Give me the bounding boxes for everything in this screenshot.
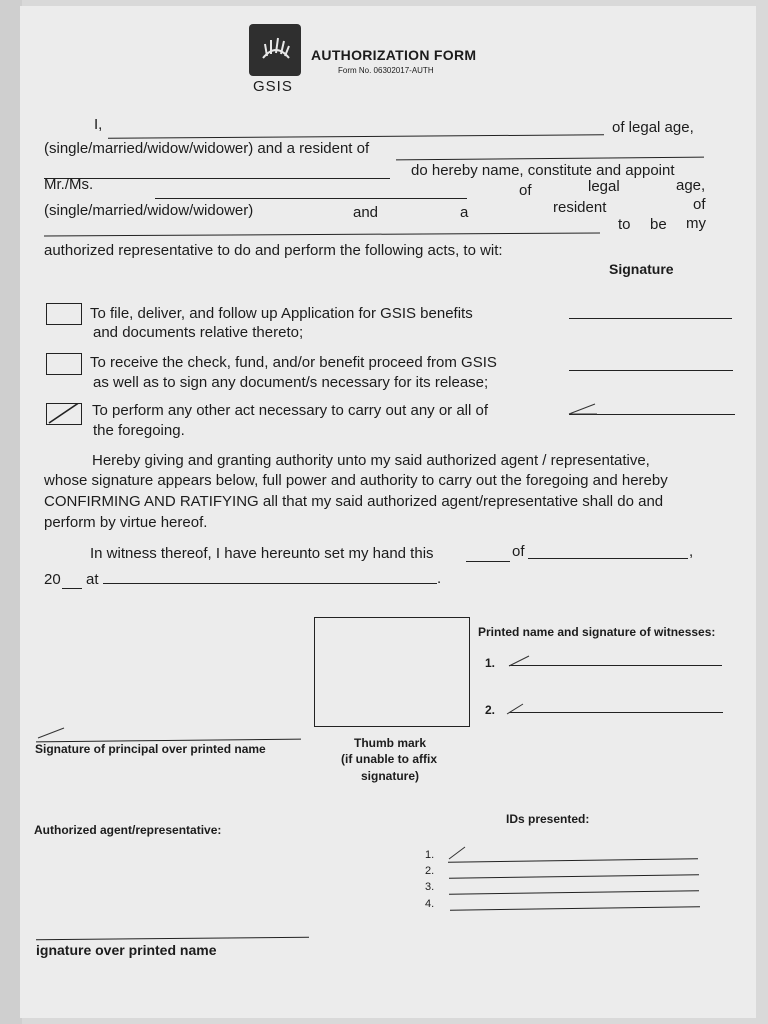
check-mark-icon — [47, 404, 81, 424]
act-1-signature-line[interactable] — [569, 318, 732, 319]
agent-label: Authorized agent/representative: — [34, 823, 222, 837]
initial-mark-icon-4 — [505, 702, 527, 716]
witness-1-number: 1. — [485, 656, 496, 670]
form-title: AUTHORIZATION FORM — [311, 47, 477, 63]
initial-mark-icon-2 — [36, 726, 68, 740]
agent-signature-label: ignature over printed name — [36, 942, 217, 958]
act-3-line1: To perform any other act necessary to carry out any or all of — [92, 402, 489, 419]
paragraph-line-3: CONFIRMING AND RATIFYING all that my said authorized agent/representative shall do and — [44, 493, 664, 510]
act-1-line2: and documents relative thereto; — [93, 324, 304, 341]
initial-mark-icon-5 — [447, 845, 469, 861]
witness-clause: In witness thereof, I have hereunto set my hand this — [90, 545, 434, 562]
scan-background — [0, 0, 22, 1024]
ids-label: IDs presented: — [506, 812, 590, 826]
year-line[interactable] — [62, 588, 82, 589]
mr-ms-label: Mr./Ms. — [44, 176, 94, 193]
my-label: my — [686, 215, 706, 232]
at-label: at — [86, 571, 99, 588]
thumb-mark-box[interactable] — [314, 617, 470, 727]
act-2-signature-line[interactable] — [569, 370, 733, 371]
gsis-logo — [249, 24, 301, 76]
month-line[interactable] — [528, 558, 688, 559]
to-label: to — [618, 216, 631, 233]
witness-of: of — [512, 543, 525, 560]
id-2-number: 2. — [425, 865, 435, 877]
thumb-label-2: (if unable to affix — [341, 752, 437, 766]
of-legal-age-label: of legal age, — [612, 119, 694, 136]
act-2-line1: To receive the check, fund, and/or benefit proceed from GSIS — [90, 354, 497, 371]
initial-mark-icon-3 — [507, 654, 533, 668]
act-2-checkbox[interactable] — [46, 353, 82, 375]
resident-label: resident — [553, 199, 607, 216]
principal-signature-label: Signature of principal over printed name — [35, 742, 266, 756]
civil-status-label-1: (single/married/widow/widower) and a resident of — [44, 140, 370, 157]
a-label: a — [460, 204, 469, 221]
act-3-line2: the foregoing. — [93, 422, 185, 439]
age-label: age, — [676, 177, 706, 194]
id-4-number: 4. — [425, 898, 435, 910]
initial-mark-icon — [567, 402, 599, 416]
id-3-number: 3. — [425, 881, 435, 893]
intro-i: I, — [94, 116, 103, 133]
witness-comma: , — [689, 543, 694, 560]
be-label: be — [650, 216, 667, 233]
act-2-line2: as well as to sign any document/s necessary for its release; — [93, 374, 489, 391]
authorized-line-text: authorized representative to do and perform the following acts, to wit: — [44, 242, 503, 259]
act-1-line1: To file, deliver, and follow up Application for GSIS benefits — [90, 305, 473, 322]
witness-2-number: 2. — [485, 703, 496, 717]
legal-label: legal — [588, 178, 620, 195]
act-1-checkbox[interactable] — [46, 303, 82, 325]
thumb-label-3: signature) — [361, 769, 420, 783]
signature-column-header: Signature — [609, 261, 674, 277]
witnesses-label: Printed name and signature of witnesses: — [478, 625, 716, 639]
paragraph-line-4: perform by virtue hereof. — [44, 514, 208, 531]
form-number: Form No. 06302017-AUTH — [338, 66, 434, 75]
thumb-label-1: Thumb mark — [354, 736, 427, 750]
of-label-2: of — [693, 196, 706, 213]
paragraph-line-2: whose signature appears below, full power and authority to carry out the foregoing and hereby — [44, 472, 668, 489]
witness-2-line[interactable] — [509, 712, 723, 713]
witness-1-line[interactable] — [509, 665, 722, 666]
id-1-number: 1. — [425, 849, 435, 861]
place-line[interactable] — [103, 583, 437, 584]
appoint-label: do hereby name, constitute and appoint — [411, 162, 675, 179]
residence-continued-line[interactable] — [44, 178, 390, 179]
agent-name-line[interactable] — [155, 198, 467, 199]
logo-text: GSIS — [253, 78, 293, 95]
day-line[interactable] — [466, 561, 510, 562]
of-label: of — [519, 182, 532, 199]
sun-rays-icon — [261, 36, 291, 60]
act-3-checkbox[interactable] — [46, 403, 82, 425]
and-label: and — [353, 204, 379, 221]
paragraph-line-1: Hereby giving and granting authority unto my said authorized agent / representative, — [92, 452, 650, 469]
civil-status-label-2: (single/married/widow/widower) — [44, 202, 254, 219]
year-prefix: 20 — [44, 571, 61, 588]
place-period: . — [437, 570, 442, 587]
